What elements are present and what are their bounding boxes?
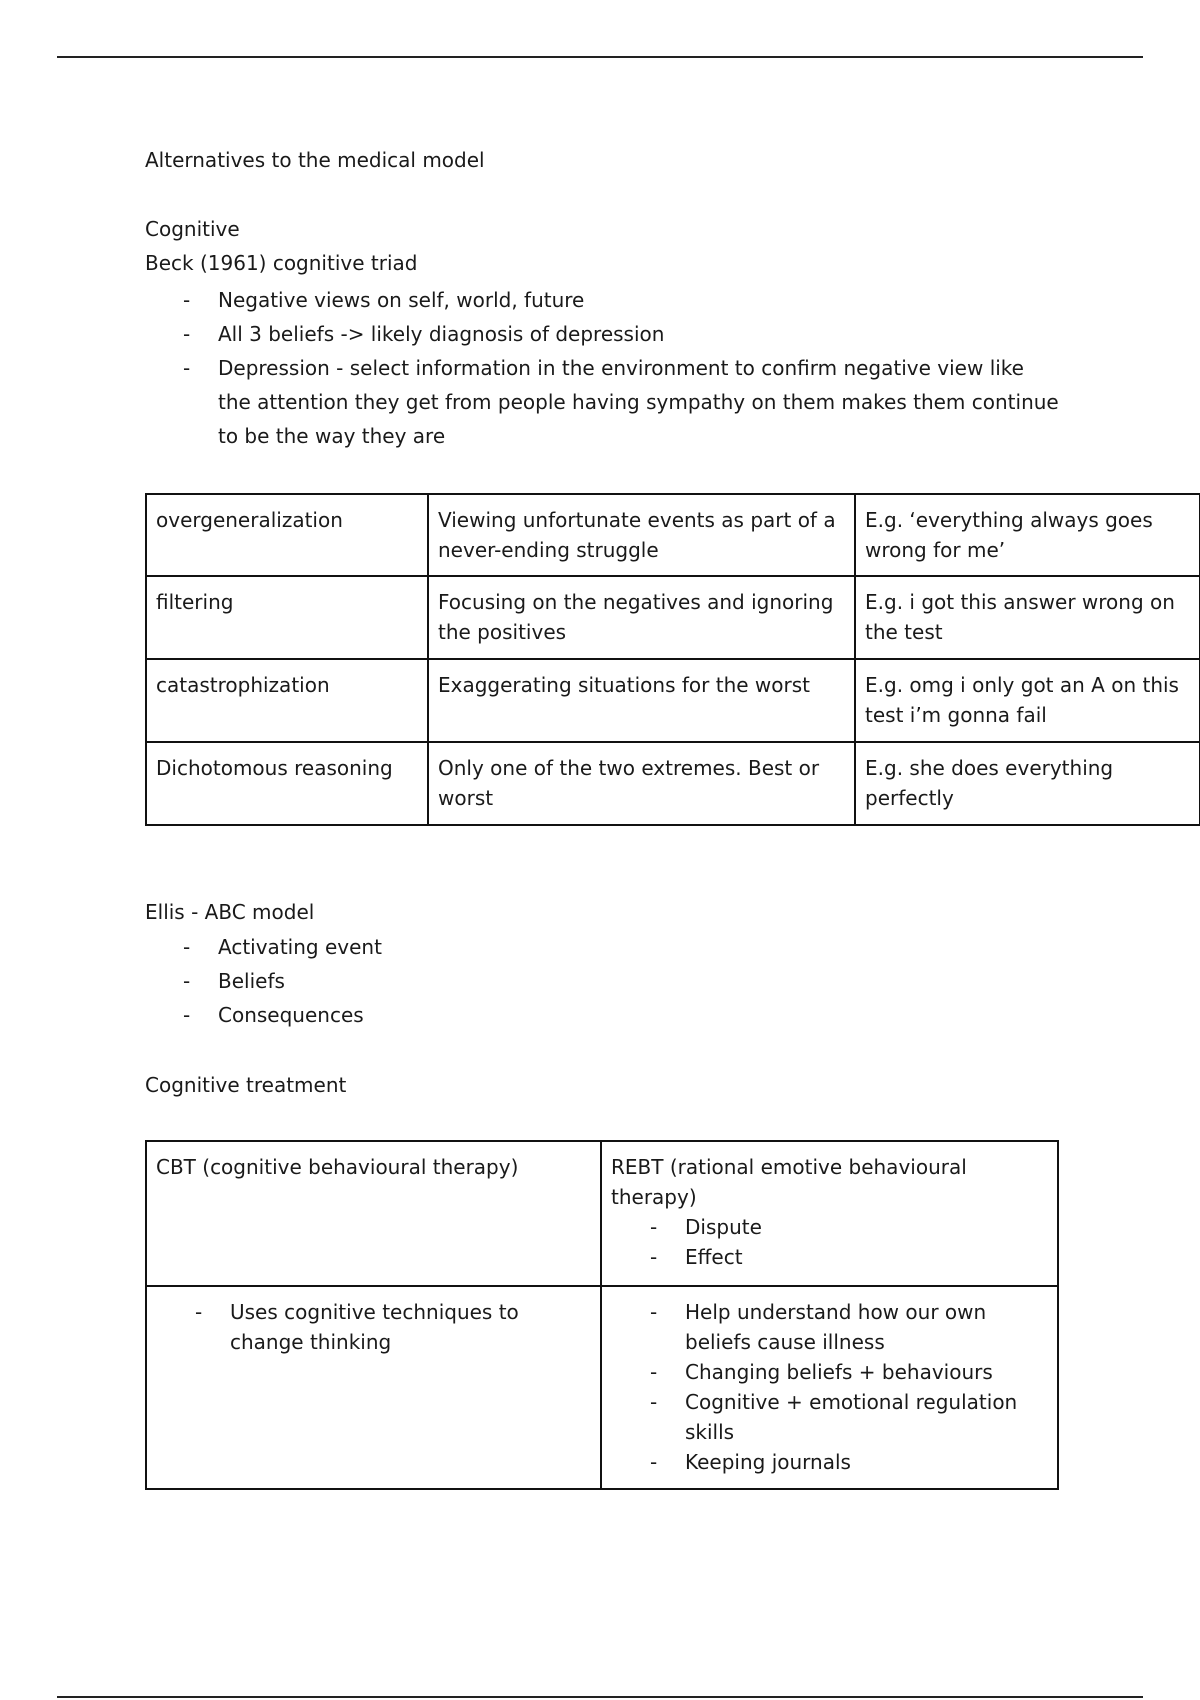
distortions-table [145,493,1200,826]
list-item: - Consequences [180,998,1060,1032]
rebt-header-cell [601,1141,1058,1286]
list-item: - Changing beliefs + behaviours [647,1357,1048,1387]
list-item: - Uses cognitive techniques to change thinking [192,1297,591,1357]
bottom-rule [57,1696,1143,1698]
table-cell: Exaggerating situations for the worst [428,659,855,742]
table-row [146,1286,1058,1489]
table-cell: Dichotomous reasoning [146,742,428,825]
table-cell: Focusing on the negatives and ignoring the positives [428,576,855,659]
treatment-heading: Cognitive treatment [145,1073,347,1097]
list-item: - Activating event [180,930,1060,964]
table-row [146,576,1200,659]
list-item: - Beliefs [180,964,1060,998]
beck-heading: Beck (1961) cognitive triad [145,251,418,275]
rebt-header-list [647,1212,1048,1272]
table-cell: Viewing unfortunate events as part of a never-ending struggle [428,494,855,576]
list-item: - Effect [647,1242,1048,1272]
list-item: - All 3 beliefs -> likely diagnosis of depression [180,317,1060,351]
table-cell: E.g. ‘everything always goes wrong for me’ [855,494,1200,576]
top-rule [57,56,1143,58]
table-cell: catastrophization [146,659,428,742]
cbt-body-cell [146,1286,601,1489]
page-title: Alternatives to the medical model [145,148,485,172]
table-cell: Only one of the two extremes. Best or worst [428,742,855,825]
list-item: - Depression - select information in the environment to confirm negative view like the attention they get from people having sympathy on them makes them continue to be the way they are [180,351,1060,453]
list-item: - Keeping journals [647,1447,1048,1477]
table-cell: E.g. i got this answer wrong on the test [855,576,1200,659]
cbt-list [192,1297,591,1357]
rebt-header: REBT (rational emotive behavioural therapy) [611,1155,967,1209]
table-cell: overgeneralization [146,494,428,576]
list-item: - Cognitive + emotional regulation skills [647,1387,1048,1447]
rebt-list [647,1297,1048,1477]
table-row [146,1141,1058,1286]
table-cell: E.g. she does everything perfectly [855,742,1200,825]
treatment-table [145,1140,1059,1490]
table-row [146,742,1200,825]
ellis-list [180,930,1060,1032]
list-item: - Help understand how our own beliefs cause illness [647,1297,1048,1357]
section-heading-cognitive: Cognitive [145,217,240,241]
beck-list [180,283,1060,453]
table-cell: filtering [146,576,428,659]
cbt-header-cell [146,1141,601,1286]
table-cell: E.g. omg i only got an A on this test i’m gonna fail [855,659,1200,742]
list-item: - Dispute [647,1212,1048,1242]
table-row [146,494,1200,576]
ellis-heading: Ellis - ABC model [145,900,315,924]
table-row [146,659,1200,742]
list-item: - Negative views on self, world, future [180,283,1060,317]
cbt-header: CBT (cognitive behavioural therapy) [156,1155,519,1179]
rebt-body-cell [601,1286,1058,1489]
